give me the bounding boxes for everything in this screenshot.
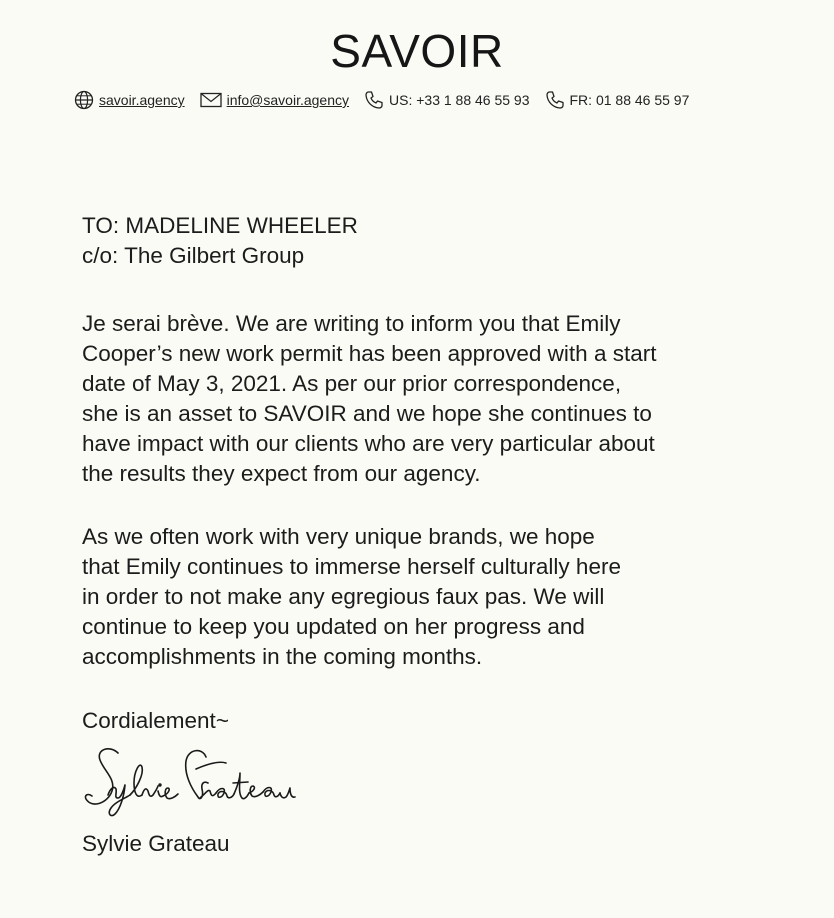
paragraph-line: continue to keep you updated on her progress and	[82, 614, 585, 639]
paragraph-2	[82, 522, 782, 672]
envelope-icon	[200, 92, 222, 108]
paragraph-line: that Emily continues to immerse herself culturally here	[82, 554, 621, 579]
email-link[interactable]: info@savoir.agency	[226, 92, 349, 108]
care-of-line: c/o: The Gilbert Group	[82, 243, 305, 268]
signer-name: Sylvie Grateau	[82, 831, 230, 856]
handwritten-signature	[80, 743, 300, 821]
contact-bar	[74, 90, 774, 110]
globe-icon	[74, 90, 94, 110]
paragraph-line: date of May 3, 2021. As per our prior correspondence,	[82, 371, 622, 396]
closing-line: Cordialement~	[82, 708, 229, 733]
brand-logo: SAVOIR	[330, 25, 504, 77]
paragraph-line: Cooper’s new work permit has been approved with a start	[82, 341, 657, 366]
fr-phone-contact[interactable]	[545, 90, 690, 110]
fr-phone-number: FR: 01 88 46 55 97	[569, 92, 690, 108]
paragraph-line: accomplishments in the coming months.	[82, 644, 483, 669]
recipient-block	[82, 211, 782, 271]
paragraph-line: in order to not make any egregious faux pas. We will	[82, 584, 605, 609]
email-contact[interactable]	[200, 92, 349, 108]
paragraph-line: Je serai brève. We are writing to inform you that Emily	[82, 311, 621, 336]
us-phone-contact[interactable]	[364, 90, 530, 110]
us-phone-number: US: +33 1 88 46 55 93	[389, 92, 530, 108]
paragraph-1	[82, 309, 782, 489]
to-line: TO: MADELINE WHEELER	[82, 213, 358, 238]
phone-icon	[364, 90, 384, 110]
website-contact[interactable]	[74, 90, 185, 110]
paragraph-line: As we often work with very unique brands, we hope	[82, 524, 595, 549]
website-link[interactable]: savoir.agency	[99, 92, 185, 108]
paragraph-line: the results they expect from our agency.	[82, 461, 481, 486]
paragraph-line: she is an asset to SAVOIR and we hope she continues to	[82, 401, 652, 426]
phone-icon	[545, 90, 565, 110]
paragraph-line: have impact with our clients who are very particular about	[82, 431, 655, 456]
